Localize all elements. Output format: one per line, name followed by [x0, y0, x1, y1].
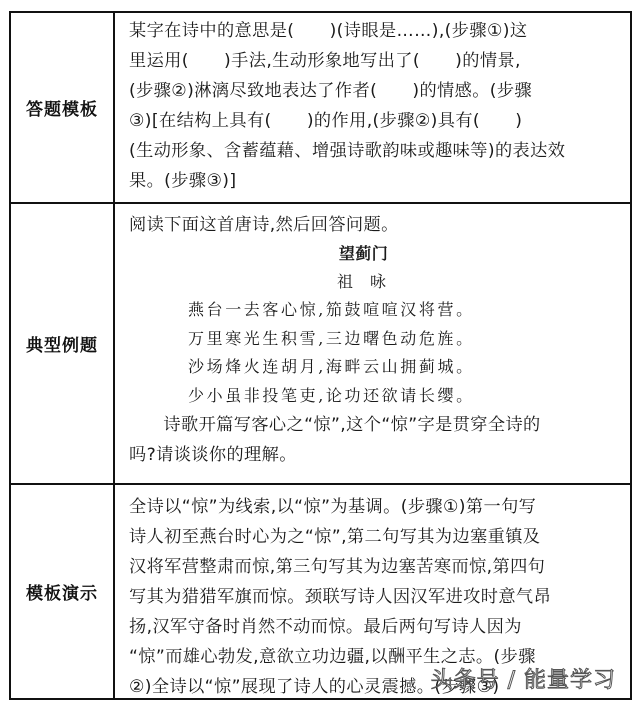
table-row-typical-example [11, 202, 630, 483]
table-row-template-demo [11, 483, 630, 698]
text-line: ②)全诗以“惊”展现了诗人的心灵震撼。(步骤③) [129, 677, 500, 697]
row-label: 答题模板 [26, 100, 98, 120]
poem-title: 望蓟门 [338, 244, 389, 263]
text-line: (生动形象、含蓄蕴藉、增强诗歌韵味或趣味等)的表达效 [129, 141, 566, 161]
text-line: “惊”而雄心勃发,意欲立功边疆,以酬平生之志。(步骤 [129, 647, 536, 667]
question-line: 吗?请谈谈你的理解。 [129, 445, 297, 465]
row-label-cell [11, 13, 115, 202]
poem-line: 少小虽非投笔吏,论功还欲请长缨。 [188, 385, 475, 405]
text-line: 里运用( )手法,生动形象地写出了( )的情景, [129, 51, 521, 71]
poem-line: 燕台一去客心惊,笳鼓喧喧汉将营。 [188, 300, 475, 319]
text-line: (步骤②)淋漓尽致地表达了作者( )的情感。(步骤 [129, 81, 533, 101]
text-line: 写其为猎猎军旗而惊。颈联写诗人因汉军进攻时意气昂 [129, 587, 552, 607]
answer-template-table [9, 11, 632, 700]
watermark: 头条号 / 能量学习 [430, 668, 616, 693]
row-label: 典型例题 [26, 336, 98, 356]
example-intro: 阅读下面这首唐诗,然后回答问题。 [129, 215, 399, 235]
row-content-cell [115, 204, 630, 483]
poem-line: 万里寒光生积雪,三边曙色动危旌。 [188, 328, 475, 348]
row-label-cell [11, 204, 115, 483]
poem-line: 沙场烽火连胡月,海畔云山拥蓟城。 [188, 357, 475, 376]
question-line: 诗歌开篇写客心之“惊”,这个“惊”字是贯穿全诗的 [163, 415, 541, 435]
text-line: 果。(步骤③)] [129, 171, 237, 191]
text-line: 扬,汉军守备时肖然不动而惊。最后两句写诗人因为 [129, 617, 522, 637]
row-content-cell [115, 13, 630, 202]
text-line: 某字在诗中的意思是( )(诗眼是……),(步骤①)这 [129, 21, 528, 41]
text-line: 诗人初至燕台时心为之“惊”,第二句写其为边塞重镇及 [129, 527, 541, 547]
text-line: 汉将军营整肃而惊,第三句写其为边塞苦寒而惊,第四句 [129, 557, 546, 577]
row-content-cell [115, 485, 630, 698]
row-label-cell [11, 485, 115, 698]
row-label: 模板演示 [26, 584, 98, 604]
table-row-answer-template [11, 13, 630, 202]
text-line: 全诗以“惊”为线索,以“惊”为基调。(步骤①)第一句写 [129, 497, 537, 517]
poem-author: 祖 咏 [336, 272, 393, 291]
text-line: ③)[在结构上具有( )的作用,(步骤②)具有( ) [129, 111, 523, 131]
